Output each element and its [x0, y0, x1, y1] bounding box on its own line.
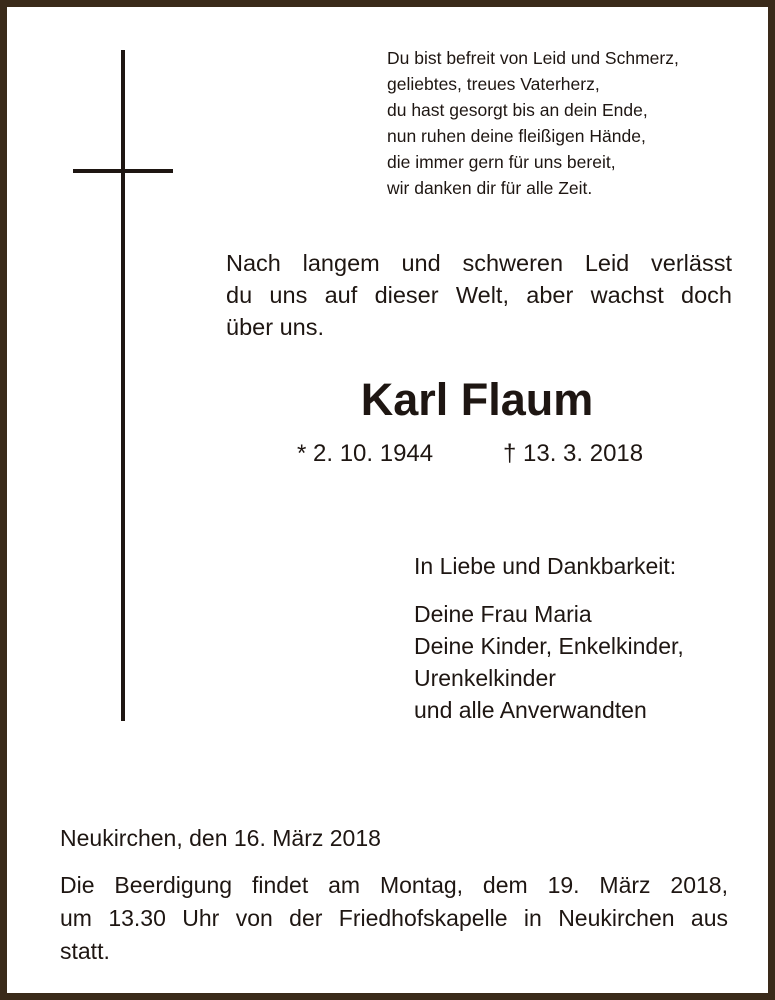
- poem-line: wir danken dir für alle Zeit.: [387, 178, 593, 198]
- mourner-line: Deine Kinder, Enkelkinder,: [414, 633, 684, 659]
- death-date: † 13. 3. 2018: [503, 440, 644, 467]
- cross-crossbar: [73, 169, 173, 173]
- intro-line: über uns.: [226, 314, 324, 340]
- place-date: Neukirchen, den 16. März 2018: [60, 825, 381, 851]
- deceased-name: Karl Flaum: [360, 374, 594, 425]
- cross-icon: [121, 50, 125, 721]
- mourner-line: und alle Anverwandten: [414, 697, 647, 723]
- thanks-line: In Liebe und Dankbarkeit:: [414, 553, 677, 579]
- mourners-list: [414, 598, 684, 726]
- intro-line: Nach langem und schweren Leid verlässt: [226, 250, 732, 276]
- funeral-notice: [60, 869, 728, 968]
- poem-line: du hast gesorgt bis an dein Ende,: [387, 100, 648, 120]
- intro-text: [226, 247, 732, 343]
- poem-line: geliebtes, treues Vaterherz,: [387, 74, 600, 94]
- intro-line: du uns auf dieser Welt, aber wachst doch: [226, 282, 732, 308]
- poem: [387, 45, 757, 201]
- poem-line: Du bist befreit von Leid und Schmerz,: [387, 48, 679, 68]
- poem-line: die immer gern für uns bereit,: [387, 152, 616, 172]
- funeral-line: Die Beerdigung findet am Montag, dem 19. März 2018,: [60, 872, 728, 898]
- birth-date: * 2. 10. 1944: [297, 440, 434, 467]
- funeral-line: statt.: [60, 938, 110, 964]
- poem-line: nun ruhen deine fleißigen Hände,: [387, 126, 646, 146]
- funeral-line: um 13.30 Uhr von der Friedhofskapelle in Neukirchen aus: [60, 905, 728, 931]
- mourner-line: Urenkelkinder: [414, 665, 556, 691]
- mourner-line: Deine Frau Maria: [414, 601, 592, 627]
